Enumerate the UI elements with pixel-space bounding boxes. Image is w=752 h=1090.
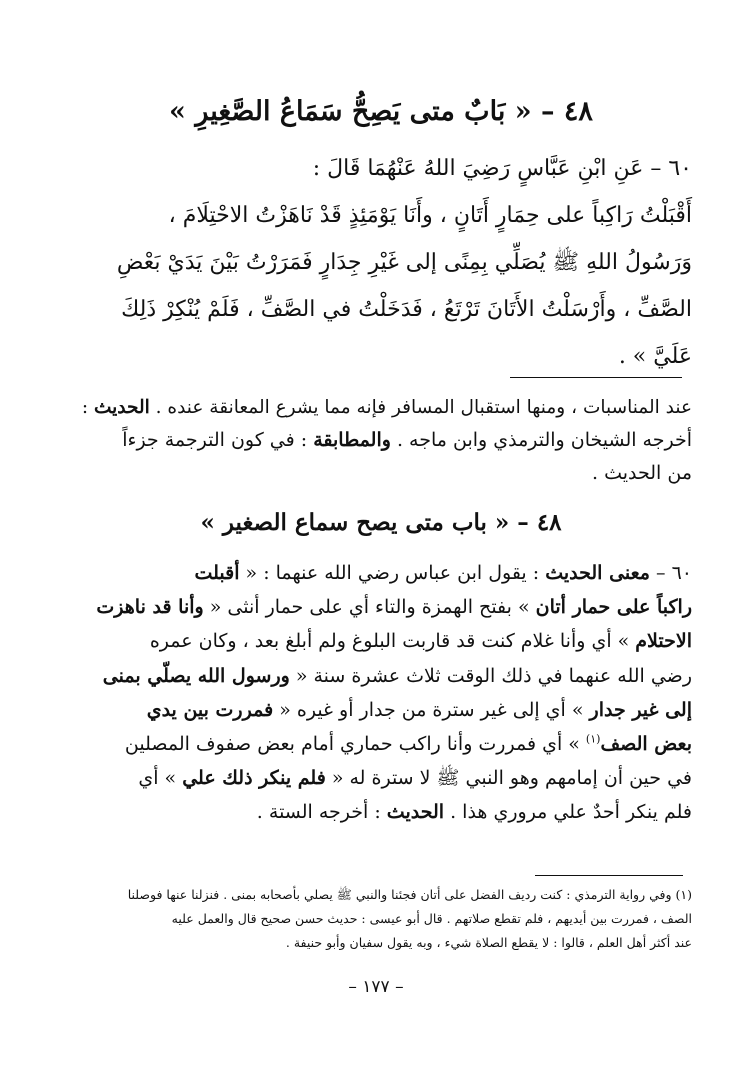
hadith-line: الصَّفِّ ، وأَرْسَلْتُ الأَتَانَ تَرْتَعُ ، فَدَخَلْتُ في الصَّفِّ ، فَلَمْ يُنْكِرْ ذَلِكَ (121, 297, 692, 322)
bold-run: وأنا قد ناهزت (96, 596, 204, 619)
bold-run: الحديث (386, 801, 445, 824)
text-run: » أي (138, 767, 183, 790)
text-run: » أي إلى غير سترة من جدار أو غيره « (273, 698, 590, 721)
text-run: : يقول ابن عباس رضي الله عنهما : « (239, 562, 546, 584)
footnote-divider (535, 875, 683, 876)
page-number: – ١٧٧ – (348, 977, 404, 997)
text-run: » بفتح الهمزة والتاء أي على حمار أنثى « (203, 596, 536, 619)
sub-heading: ٤٨ – « باب متى يصح سماع الصغير » (200, 509, 562, 536)
text-run: » أي وأنا غلام كنت قد قاربت البلوغ ولم أبلغ بعد ، وكان عمره (149, 630, 636, 653)
hadith-text (70, 145, 692, 380)
commentary-label: والمطابقة (313, 429, 391, 451)
previous-commentary (70, 391, 692, 490)
text-run: » أي فمررت وأنا راكب حماري أمام بعض صفوف المصلين (124, 733, 586, 756)
section-divider (510, 377, 682, 378)
text-run: فلم ينكر أحدٌ علي مروري هذا . (444, 801, 692, 824)
hadith-line: ٦٠ – عَنِ ابْنِ عَبَّاسٍ رَضِيَ اللهُ عَنْهُمَا قَالَ : (312, 156, 692, 181)
explanation-text (70, 556, 692, 830)
commentary-text: عند المناسبات ، ومنها استقبال المسافر فإنه مما يشرع المعانقة عنده . (155, 397, 692, 418)
hadith-line: أَقْبَلْتُ رَاكِباً على حِمَارٍ أَتَانٍ ، وأَنَا يَوْمَئِذٍ قَدْ نَاهَزْتُ الاحْتِلَامَ ، (168, 203, 692, 228)
bold-run: فلم ينكر ذلك علي (182, 767, 326, 790)
bold-run: الاحتلام (635, 630, 692, 653)
explanation-line (70, 727, 692, 761)
commentary-line (70, 424, 692, 457)
footnote-marker: (١) (585, 732, 601, 746)
footnote-line: عند أكثر أهل العلم ، قالوا : لا يقطع الصلاة شيء ، وبه يقول سفيان وأبو حنيفة . (285, 935, 692, 950)
bold-run: معنى الحديث (545, 562, 650, 584)
hadith-line: وَرَسُولُ اللهِ ﷺ يُصَلِّي بِمِنًى إلى غَيْرِ جِدَارٍ فَمَرَرْتُ بَيْنَ يَدَيْ بَعْضِ (116, 250, 692, 275)
text-run: ٦٠ – (649, 562, 692, 584)
commentary-label: الحديث (93, 397, 150, 418)
explanation-line (70, 795, 692, 829)
explanation-line (70, 761, 692, 795)
bold-run: فمررت بين يدي (146, 698, 274, 721)
commentary-line (70, 391, 692, 424)
chapter-heading: ٤٨ – « بَابٌ متى يَصِحُّ سَمَاعُ الصَّغِيرِ » (169, 96, 593, 127)
text-run: في حين أن إمامهم وهو النبي ﷺ لا سترة له « (325, 767, 692, 790)
bold-run: أقبلت (194, 562, 240, 584)
explanation-line (70, 693, 692, 727)
explanation-line (70, 590, 692, 624)
text-run: رضي الله عنهما في ذلك الوقت ثلاث عشرة سنة « (289, 664, 692, 687)
text-run: : أخرجه الستة . (256, 801, 387, 824)
commentary-line: من الحديث . (591, 462, 692, 484)
bold-run: بعض الصف (600, 733, 692, 756)
commentary-text: : في كون الترجمة جزءاً (122, 429, 308, 451)
bold-run: ورسول الله يصلّي بمنى (102, 664, 290, 687)
bold-run: إلى غير جدار (589, 698, 692, 721)
footnote-line: الصف ، فمررت بين أيديهم ، فلم تقطع صلاتهم . قال أبو عيسى : حديث حسن صحيح قال والعمل عليه (171, 911, 692, 926)
commentary-text: أخرجه الشيخان والترمذي وابن ماجه . (396, 429, 692, 451)
footnote-line: (١) وفي رواية الترمذي : كنت رديف الفضل على أتان فجئنا والنبي ﷺ يصلي بأصحابه بمنى . فنزلنا عنها فوصلنا (127, 887, 692, 902)
explanation-line (70, 624, 692, 658)
explanation-line (70, 556, 692, 590)
footnotes (70, 883, 692, 955)
hadith-line: عَلَيَّ » . (618, 344, 692, 369)
bold-run: راكباً على حمار أتان (535, 596, 692, 619)
explanation-line (70, 659, 692, 693)
commentary-text: : (81, 397, 89, 418)
